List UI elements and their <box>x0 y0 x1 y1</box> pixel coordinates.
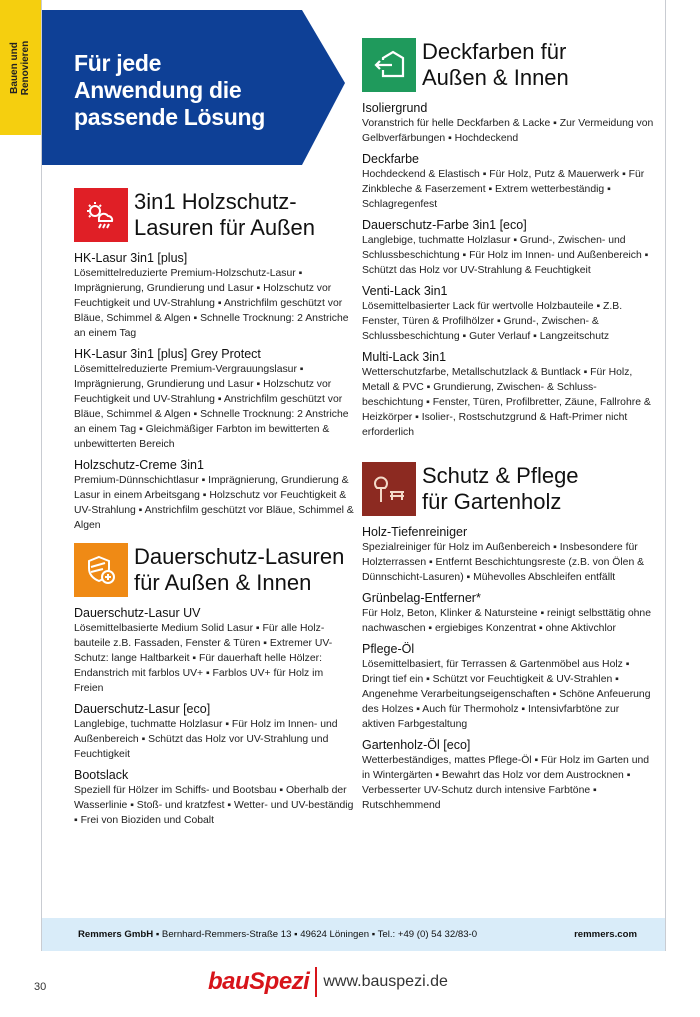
product-name: Deckfarbe <box>362 152 419 166</box>
product-item <box>362 590 654 636</box>
section-header <box>74 188 354 242</box>
tree-bench-icon <box>362 462 416 516</box>
product-name: Dauerschutz-Lasur [eco] <box>74 702 211 716</box>
product-description: Langlebige, tuchmatte Holzlasur ▪ Für Holz im Innen- und Außenbereich ▪ Schützt das Holz vor UV-Strahlung und Feuchtigkeit <box>74 719 338 760</box>
footer-bar <box>42 918 665 951</box>
category-label-line: Bauen und <box>9 42 20 94</box>
headline-line: Für jede <box>74 50 162 76</box>
product-item <box>362 217 654 278</box>
product-section <box>362 462 654 818</box>
product-name: Isoliergrund <box>362 101 428 115</box>
product-description: Voranstrich für helle Deckfarben & Lacke ▪ Zur Vermeidung von Gelbverfärbungen ▪ Hochdeckend <box>362 118 654 144</box>
product-item <box>362 641 654 732</box>
section-title-line: 3in1 Holzschutz- <box>134 189 297 214</box>
product-item <box>74 701 354 762</box>
product-name: Holz-Tiefenreiniger <box>362 525 468 539</box>
section-header <box>362 462 654 516</box>
product-description: Hochdeckend & Elastisch ▪ Für Holz, Putz & Mauerwerk ▪ Für Zinkbleche & Faserzement ▪ Extrem wetterbeständig ▪ Schlagregenfest <box>362 169 645 210</box>
product-description: Lösemittelreduzierte Premium-Holzschutz-Lasur ▪ Imprägnierung, Grundierung und Lasur ▪ Holzschutz vor Feuchtigkeit und UV-Strahlung ▪ Anstrichfilm geschützt vor Bläue, Schimmel & Algen ▪ Schnelle Trocknung: 2 Anstriche an einem Tag <box>74 268 349 339</box>
product-description: Für Holz, Beton, Klinker & Natursteine ▪ reinigt selbsttätig ohne nachwaschen ▪ ergiebiges Konzentrat ▪ ohne Aktivchlor <box>362 608 651 634</box>
headline-line: Anwendung die <box>74 77 242 103</box>
section-title-line: für Gartenholz <box>422 489 562 514</box>
product-name: Dauerschutz-Farbe 3in1 [eco] <box>362 218 527 232</box>
product-name: HK-Lasur 3in1 [plus] <box>74 251 188 265</box>
section-title-line: Lasuren für Außen <box>134 215 316 240</box>
product-description: Lösemittelbasierter Lack für wertvolle Holzbauteile ▪ Z.B. Fenster, Türen & Profilhölzer ▪ Grund-, Zwischen- & Schlussbeschichtung ▪ Guter Verlauf ▪ Langzeitschutz <box>362 301 623 342</box>
product-item <box>362 100 654 146</box>
section-title <box>134 544 344 596</box>
product-name: Bootslack <box>74 768 129 782</box>
category-tab <box>0 0 41 135</box>
product-section <box>74 543 354 833</box>
section-title-line: für Außen & Innen <box>134 570 312 595</box>
product-item <box>74 605 354 696</box>
section-title-line: Dauerschutz-Lasuren <box>134 544 345 569</box>
product-item <box>74 457 354 533</box>
bauspezi-logo <box>208 967 448 997</box>
section-header <box>74 543 354 597</box>
section-header <box>362 38 654 92</box>
product-name: Multi-Lack 3in1 <box>362 350 447 364</box>
section-title-line: Deckfarben für <box>422 39 567 64</box>
section-title <box>422 39 569 91</box>
product-description: Lösemittelbasierte Medium Solid Lasur ▪ Für alle Holzbauteile z.B. Fassaden, Fenster & Türen ▪ Extremer UV-Schutz: lange Haltbarkeit ▪ Für dauerhaft helle Hölzer: Endanstrich mit farblos UV+ ▪ Farblos UV+ für Holz im Freien <box>74 623 333 694</box>
product-description: Wetterbeständiges, mattes Pflege-Öl ▪ Für Holz im Garten und in Wintergärten ▪ Bewahrt das Holz vor dem Austrocknen ▪ Verbesserter UV-Schutz durch intensive Farbtöne ▪ Rutschhemmend <box>362 755 650 811</box>
product-section <box>74 188 354 538</box>
product-description: Lösemittelbasiert, für Terrassen & Gartenmöbel aus Holz ▪ Dringt tief ein ▪ Schützt vor Feuchtigkeit & UV-Strahlen ▪ Angenehme Verarbeitungseigenschaften ▪ Schöne Anfeuerung des Holzes ▪ Auch für Thermoholz ▪ Intensivfarbtöne zur aktiven Farbgestaltung <box>362 659 651 730</box>
product-description: Spezialreiniger für Holz im Außenbereich ▪ Insbesondere für Holzterrassen ▪ Entfernt Beschichtungsreste (z.B. von Ölen & Dünnschicht-Lasuren) ▪ Mühevolles Abschleifen entfällt <box>362 542 645 583</box>
headline-banner <box>42 10 347 165</box>
product-name: Grünbelag-Entferner* <box>362 591 481 605</box>
product-section <box>362 38 654 445</box>
product-item <box>362 151 654 212</box>
section-title-line: Außen & Innen <box>422 65 569 90</box>
category-label-line: Renovieren <box>20 40 31 96</box>
product-item <box>362 283 654 344</box>
product-description: Wetterschutzfarbe, Metallschutzlack & Buntlack ▪ Für Holz, Metall & PVC ▪ Grundierung, Zwischen- & Schlussbeschichtung ▪ Fenster, Türen, Profilbretter, Zäune, Fallrohre & Heizkörper ▪ Isolier-, Rostschutzgrund & Haft-Primer nicht erforderlich <box>362 367 651 438</box>
product-description: Speziell für Hölzer im Schiffs- und Bootsbau ▪ Oberhalb der Wasserlinie ▪ Stoß- und kratzfest ▪ Wetter- und UV-beständig ▪ Frei von Bioziden und Cobalt <box>74 785 354 826</box>
product-description: Langlebige, tuchmatte Holzlasur ▪ Grund-, Zwischen- und Schlussbeschichtung ▪ Für Holz im Innen- und Außenbereich ▪ Schützt das Holz vor UV-Strahlung & Feuchtigkeit <box>362 235 649 276</box>
product-description: Premium-Dünnschichtlasur ▪ Imprägnierung, Grundierung & Lasur in einem Arbeitsgang ▪ Holzschutz vor Feuchtigkeit & UV-Strahlung ▪ Anstrichfilm geschützt vor Bläue, Schimmel & Algen <box>74 475 354 531</box>
section-title <box>422 463 579 515</box>
product-item <box>362 349 654 440</box>
product-item <box>362 524 654 585</box>
product-description: Lösemittelreduzierte Premium-Vergrauungslasur ▪ Imprägnierung, Grundierung und Lasur ▪ Holzschutz vor Feuchtigkeit und UV-Strahlung ▪ Anstrichfilm geschützt vor Bläue, Schimmel & Algen ▪ Schnelle Trocknung: 2 Anstriche an einem Tag ▪ Gleichmäßiger Farbton im bewitterten & unbewitterten Bereich <box>74 364 349 450</box>
house-arrow-icon <box>362 38 416 92</box>
page-number: 30 <box>34 981 47 993</box>
company-name: Remmers GmbH <box>78 929 154 940</box>
product-name: HK-Lasur 3in1 [plus] Grey Protect <box>74 347 261 361</box>
product-item <box>74 767 354 828</box>
product-item <box>74 250 354 341</box>
product-name: Dauerschutz-Lasur UV <box>74 606 201 620</box>
section-title-line: Schutz & Pflege <box>422 463 579 488</box>
section-title <box>134 189 315 241</box>
company-address <box>78 929 477 940</box>
headline-line: passende Lösung <box>74 104 266 130</box>
address-text: ▪ Bernhard-Remmers-Straße 13 ▪ 49624 Löningen ▪ Tel.: +49 (0) 54 32/83-0 <box>153 929 478 940</box>
product-name: Gartenholz-Öl [eco] <box>362 738 471 752</box>
product-name: Pflege-Öl <box>362 642 415 656</box>
product-item <box>362 737 654 813</box>
product-name: Venti-Lack 3in1 <box>362 284 448 298</box>
website-url[interactable]: www.bauspezi.de <box>323 973 448 990</box>
website-link[interactable]: remmers.com <box>574 929 637 940</box>
product-name: Holzschutz-Creme 3in1 <box>74 458 204 472</box>
logo-divider <box>315 967 317 997</box>
brand-logo: bauSpezi <box>208 968 310 995</box>
page-headline <box>74 50 265 131</box>
shield-plus-icon <box>74 543 128 597</box>
product-item <box>74 346 354 452</box>
category-label <box>9 41 31 95</box>
weather-icon <box>74 188 128 242</box>
